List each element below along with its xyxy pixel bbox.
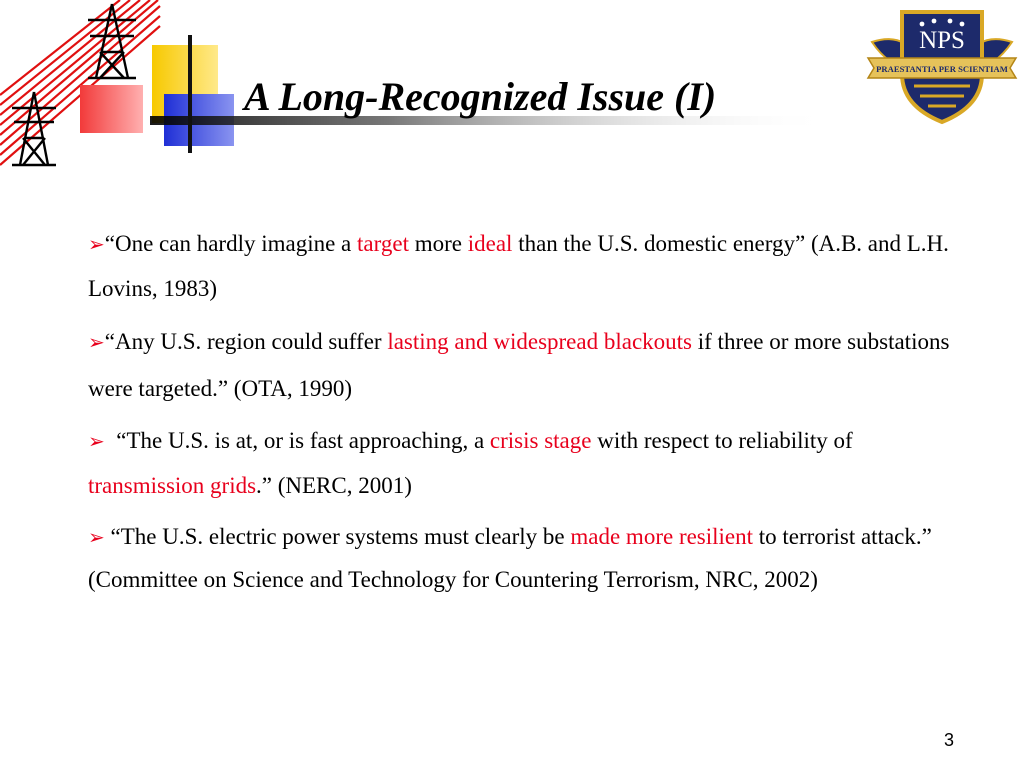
- arrow-bullet-icon: ➢: [88, 332, 105, 354]
- bullet-text: “The U.S. electric power systems must clearly be: [104, 524, 571, 549]
- bullet-item: [88, 419, 968, 508]
- highlighted-text: made more resilient: [570, 524, 754, 549]
- bullet-text: “The U.S. is at, or is fast approaching, a: [104, 428, 490, 453]
- arrow-bullet-icon: ➢: [88, 234, 105, 256]
- highlighted-text: transmission grids: [88, 473, 257, 498]
- vertical-rule: [188, 35, 192, 153]
- bullet-item: [88, 319, 968, 411]
- bullet-list: [88, 222, 968, 605]
- page-number: 3: [944, 730, 955, 750]
- bullet-item: [88, 222, 968, 311]
- bullet-text: “Any U.S. region could suffer: [104, 329, 388, 354]
- bullet-item: [88, 516, 968, 601]
- highlighted-text: target: [357, 231, 409, 256]
- logo-text: NPS: [919, 27, 965, 54]
- highlighted-text: ideal: [467, 231, 513, 256]
- slide-title: A Long-Recognized Issue (I): [244, 74, 717, 119]
- bullet-text: than the U.S. domestic energy” (A.B. and L.H. Lovins, 1983): [88, 231, 955, 301]
- arrow-bullet-icon: ➢: [88, 527, 105, 549]
- bullet-text: with respect to reliability of: [591, 428, 859, 453]
- red-square: [80, 85, 143, 133]
- highlighted-text: crisis stage: [489, 428, 592, 453]
- arrow-bullet-icon: ➢: [88, 431, 105, 453]
- bullet-text: more: [408, 231, 468, 256]
- nps-logo: [866, 4, 1018, 126]
- highlighted-text: lasting and widespread blackouts: [387, 329, 692, 354]
- logo-motto: PRAESTANTIA PER SCIENTIAM: [876, 64, 1008, 74]
- bullet-text: to terrorist attack.” (Committee on Science and Technology for Countering Terrorism, NRC, 2002): [88, 524, 938, 592]
- bullet-text: if three or more substations were targeted.” (OTA, 1990): [88, 329, 956, 401]
- bullet-text: .” (NERC, 2001): [256, 473, 412, 498]
- bullet-text: “One can hardly imagine a: [104, 231, 358, 256]
